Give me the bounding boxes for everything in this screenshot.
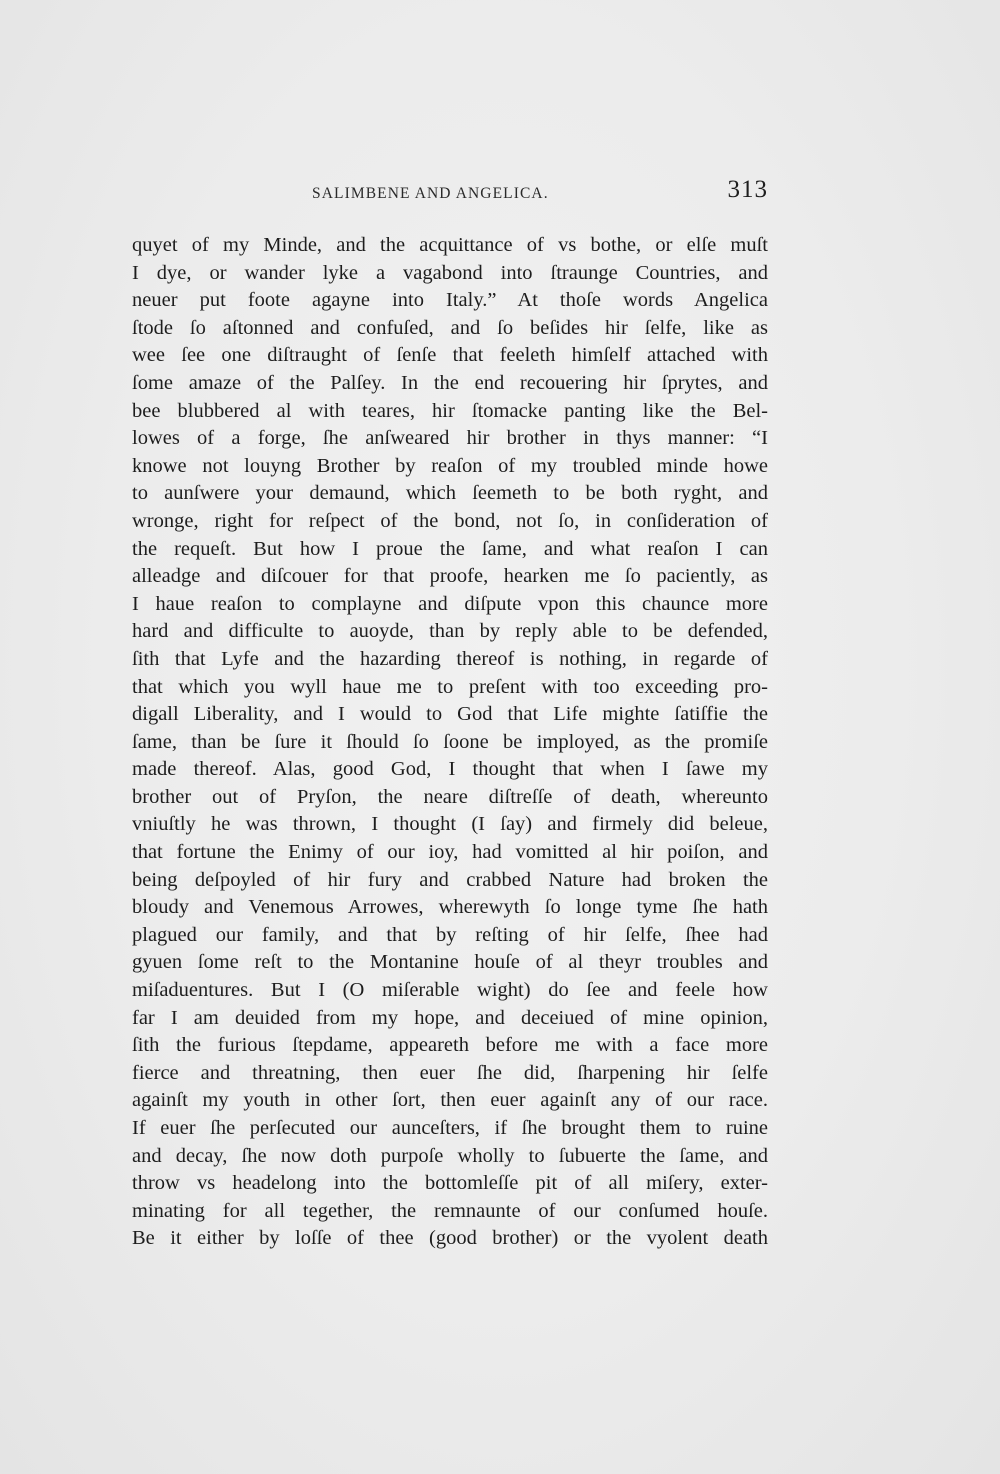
text-line: ſame, than be ſure it ſhould ſo ſoone be imployed, as the promiſe xyxy=(132,730,768,753)
text-line: wee ſee one diſtraught of ſenſe that feeleth himſelf attached with xyxy=(132,344,768,367)
text-line: gyuen ſome reſt to the Montanine houſe of al theyr troubles and xyxy=(132,951,768,974)
text-line: brother out of Pryſon, the neare diſtreſſe of death, whereunto xyxy=(132,785,768,808)
text-line: If euer ſhe perſecuted our aunceſters, if ſhe brought them to ruine xyxy=(132,1117,768,1139)
text-line: to aunſwere your demaund, which ſeemeth to be both ryght, and xyxy=(132,482,768,505)
text-line: miſaduentures. But I (O miſerable wight) do ſee and feele how xyxy=(132,979,768,1002)
text-line: bee blubbered al with teares, hir ſtomacke panting like the Bel- xyxy=(132,399,768,422)
text-line: againſt my youth in other ſort, then euer againſt any of our race. xyxy=(132,1089,768,1112)
text-line: and decay, ſhe now doth purpoſe wholly to ſubuerte the ſame, and xyxy=(132,1144,768,1167)
text-line: far I am deuided from my hope, and deceiued of mine opinion, xyxy=(132,1006,768,1029)
body-text xyxy=(132,232,768,1253)
text-line: that which you wyll haue me to preſent with too exceeding pro- xyxy=(132,675,768,698)
text-line: made thereof. Alas, good God, I thought that when I ſawe my xyxy=(132,758,768,781)
text-line: throw vs headelong into the bottomleſſe pit of all miſery, exter- xyxy=(132,1172,768,1195)
text-line: being deſpoyled of hir fury and crabbed Nature had broken the xyxy=(132,868,768,891)
text-line: wronge, right for reſpect of the bond, not ſo, in conſideration of xyxy=(132,509,768,532)
text-line: ſith the furious ſtepdame, appeareth before me with a face more xyxy=(132,1034,768,1057)
running-head-title: SALIMBENE AND ANGELICA. xyxy=(312,185,549,202)
text-line: minating for all tegether, the remnaunte of our conſumed houſe. xyxy=(132,1199,768,1222)
text-line: Be it either by loſſe of thee (good brother) or the vyolent death xyxy=(132,1227,768,1250)
text-line: hard and difficulte to auoyde, than by reply able to be defended, xyxy=(132,620,768,643)
running-head xyxy=(132,176,768,216)
text-line: alleadge and diſcouer for that proofe, hearken me ſo paciently, as xyxy=(132,565,768,588)
text-line: fierce and threatning, then euer ſhe did, ſharpening hir ſelfe xyxy=(132,1061,768,1084)
text-line: lowes of a forge, ſhe anſweared hir brother in thys manner: “I xyxy=(132,427,768,450)
text-line: neuer put foote agayne into Italy.” At thoſe words Angelica xyxy=(132,289,768,312)
text-line: ſtode ſo aſtonned and confuſed, and ſo beſides hir ſelfe, like as xyxy=(132,316,768,339)
text-line: the requeſt. But how I proue the ſame, and what reaſon I can xyxy=(132,537,768,560)
text-line: plagued our family, and that by reſting of hir ſelfe, ſhee had xyxy=(132,923,768,946)
page-number: 313 xyxy=(727,176,768,203)
text-line: that fortune the Enimy of our ioy, had vomitted al hir poiſon, and xyxy=(132,841,768,864)
text-line: quyet of my Minde, and the acquittance of vs bothe, or elſe muſt xyxy=(132,234,768,256)
text-line: ſith that Lyfe and the hazarding thereof is nothing, in regarde of xyxy=(132,647,768,670)
text-line: digall Liberality, and I would to God that Life mighte ſatiſfie the xyxy=(132,703,768,726)
text-line: I dye, or wander lyke a vagabond into ſtraunge Countries, and xyxy=(132,261,768,284)
text-line: ſome amaze of the Palſey. In the end recouering hir ſprytes, and xyxy=(132,371,768,394)
text-line: I haue reaſon to complayne and diſpute vpon this chaunce more xyxy=(132,592,768,615)
text-line: vniuſtly he was thrown, I thought (I ſay) and firmely did beleue, xyxy=(132,813,768,836)
text-line: bloudy and Venemous Arrowes, wherewyth ſo longe tyme ſhe hath xyxy=(132,896,768,919)
text-line: knowe not louyng Brother by reaſon of my troubled minde howe xyxy=(132,454,768,477)
